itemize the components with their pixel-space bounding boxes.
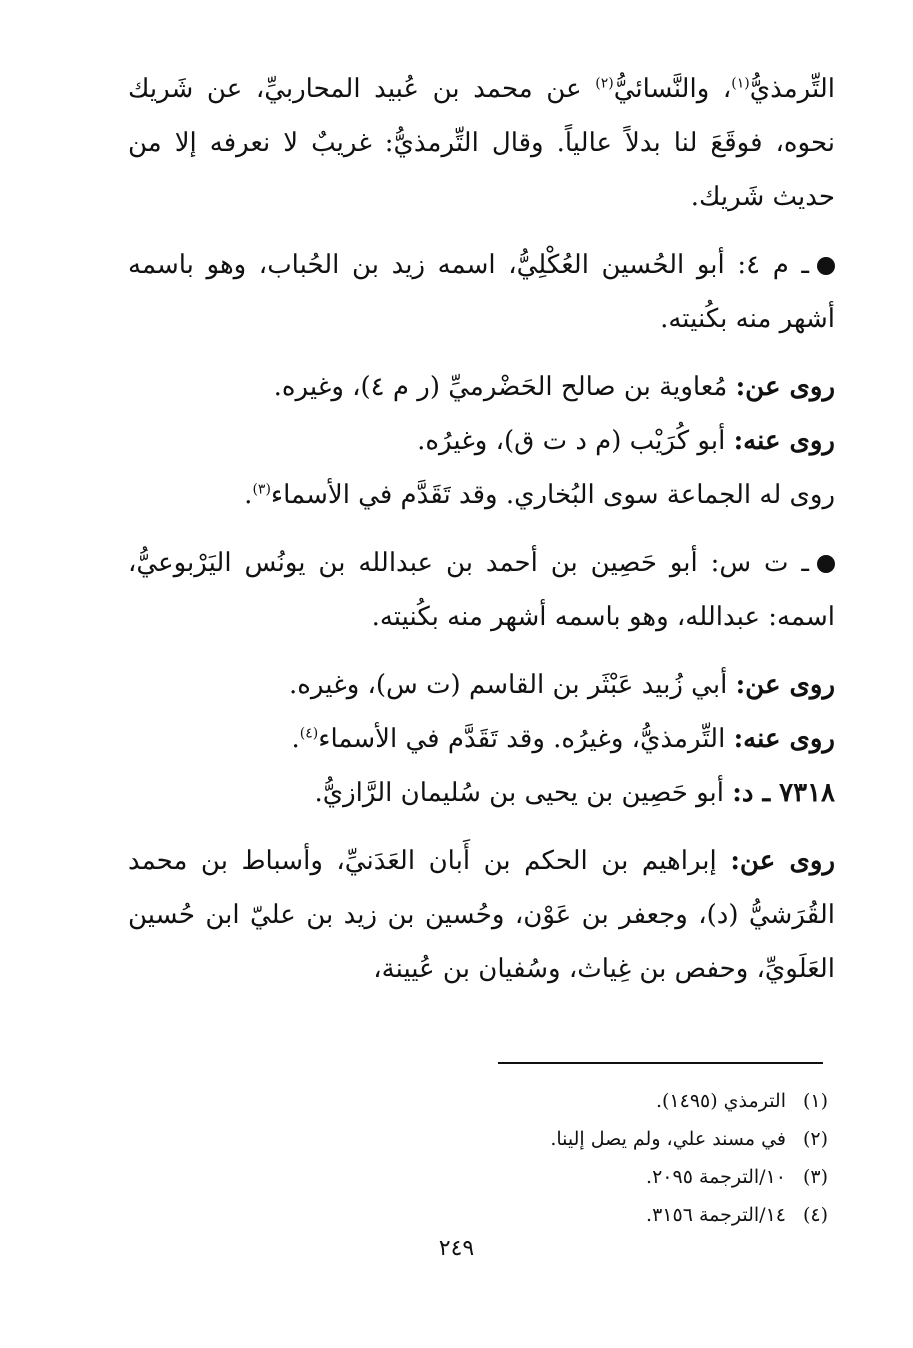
footnote-item	[400, 1196, 828, 1234]
text-run: التِّرمذيُّ	[749, 74, 835, 104]
line-text: .	[291, 724, 300, 754]
entry-7318	[128, 766, 835, 820]
entry-abu-hasin-yarbui	[128, 536, 835, 644]
line-text: التِّرمذيُّ، وغيرُه. وقد تَقَدَّم في الأسماء	[318, 724, 734, 754]
footnote-text: في مسند علي، ولم يصل إلينا.	[550, 1128, 786, 1150]
entry-text: ـ م ٤: أبو الحُسين العُكْلِيُّ، اسمه زيد بن الحُباب، وهو باسمه أشهر منه بكُنيته.	[128, 250, 835, 334]
label-narrated-from: روى عن:	[730, 846, 836, 876]
main-text	[128, 62, 835, 996]
line-text: مُعاوية بن صالح الحَضْرميِّ (ر م ٤)، وغيره.	[273, 372, 736, 402]
footnote-number: (٤)	[802, 1204, 828, 1226]
footnote-text: الترمذي (١٤٩٥).	[655, 1090, 786, 1112]
page-number: ٢٤٩	[438, 1236, 475, 1261]
footnote-divider	[498, 1062, 823, 1064]
footnote-ref-1: (١)	[731, 75, 750, 92]
bullet-icon	[817, 257, 835, 275]
footnote-ref-2: (٢)	[595, 75, 614, 92]
label-narrated-by: روى عنه:	[733, 426, 835, 456]
footnote-text: ١٠/الترجمة ٢٠٩٥.	[646, 1166, 786, 1188]
footnote-item	[400, 1082, 828, 1120]
bullet-icon	[817, 555, 835, 573]
line-text: أبي زُبيد عَبْثَر بن القاسم (ت س)، وغيره.	[289, 670, 736, 700]
narrated-by-line	[128, 414, 835, 468]
entry-text: أبو حَصِين بن يحيى بن سُليمان الرَّازيُّ.	[314, 778, 733, 808]
line-text: إبراهيم بن الحكم بن أَبان العَدَنيِّ، وأسباط بن محمد القُرَشيُّ (د)، وجعفر بن عَوْن، وحُسين بن زيد بن عليّ ابن حُسين العَلَويِّ، وحفص بن غِياث، وسُفيان بن عُيينة،	[128, 846, 835, 984]
narrated-for-line	[128, 468, 835, 522]
line-text: روى له الجماعة سوى البُخاري. وقد تَقَدَّم في الأسماء	[270, 480, 835, 510]
narrated-from-line	[128, 360, 835, 414]
narrated-from-line	[128, 834, 835, 996]
footnote-number: (٣)	[802, 1166, 828, 1188]
footnote-number: (١)	[802, 1090, 828, 1112]
paragraph-hadith-continuation	[128, 62, 835, 224]
narrated-by-line	[128, 712, 835, 766]
entry-text: ـ ت س: أبو حَصِين بن أحمد بن عبدالله بن يونُس اليَرْبوعيُّ، اسمه: عبدالله، وهو باسمه أشهر منه بكُنيته.	[128, 548, 835, 632]
footnote-item	[400, 1158, 828, 1196]
line-text: أبو كُرَيْب (م د ت ق)، وغيرُه.	[417, 426, 734, 456]
narrated-from-line	[128, 658, 835, 712]
footnote-text: ١٤/الترجمة ٣١٥٦.	[646, 1204, 786, 1226]
text-run: ، والنَّسائيُّ	[613, 74, 732, 104]
entry-abu-al-husayn	[128, 238, 835, 346]
label-narrated-from: روى عن:	[735, 372, 835, 402]
line-text: .	[244, 480, 253, 510]
footnote-number: (٢)	[802, 1128, 828, 1150]
footnote-ref-4: (٤)	[299, 725, 319, 742]
footnote-ref-3: (٣)	[252, 481, 271, 498]
entry-number: ٧٣١٨ ـ د:	[732, 778, 835, 808]
text-run: عن محمد بن عُبيد المحاربيِّ، عن شَريك نحوه، فوقَعَ لنا بدلاً عالياً. وقال التِّرمذيُّ: غريبٌ لا نعرفه إلا من حديث شَريك.	[128, 74, 835, 212]
footnote-item	[400, 1120, 828, 1158]
label-narrated-by: روى عنه:	[733, 724, 835, 754]
footnotes	[400, 1082, 828, 1234]
label-narrated-from: روى عن:	[735, 670, 835, 700]
